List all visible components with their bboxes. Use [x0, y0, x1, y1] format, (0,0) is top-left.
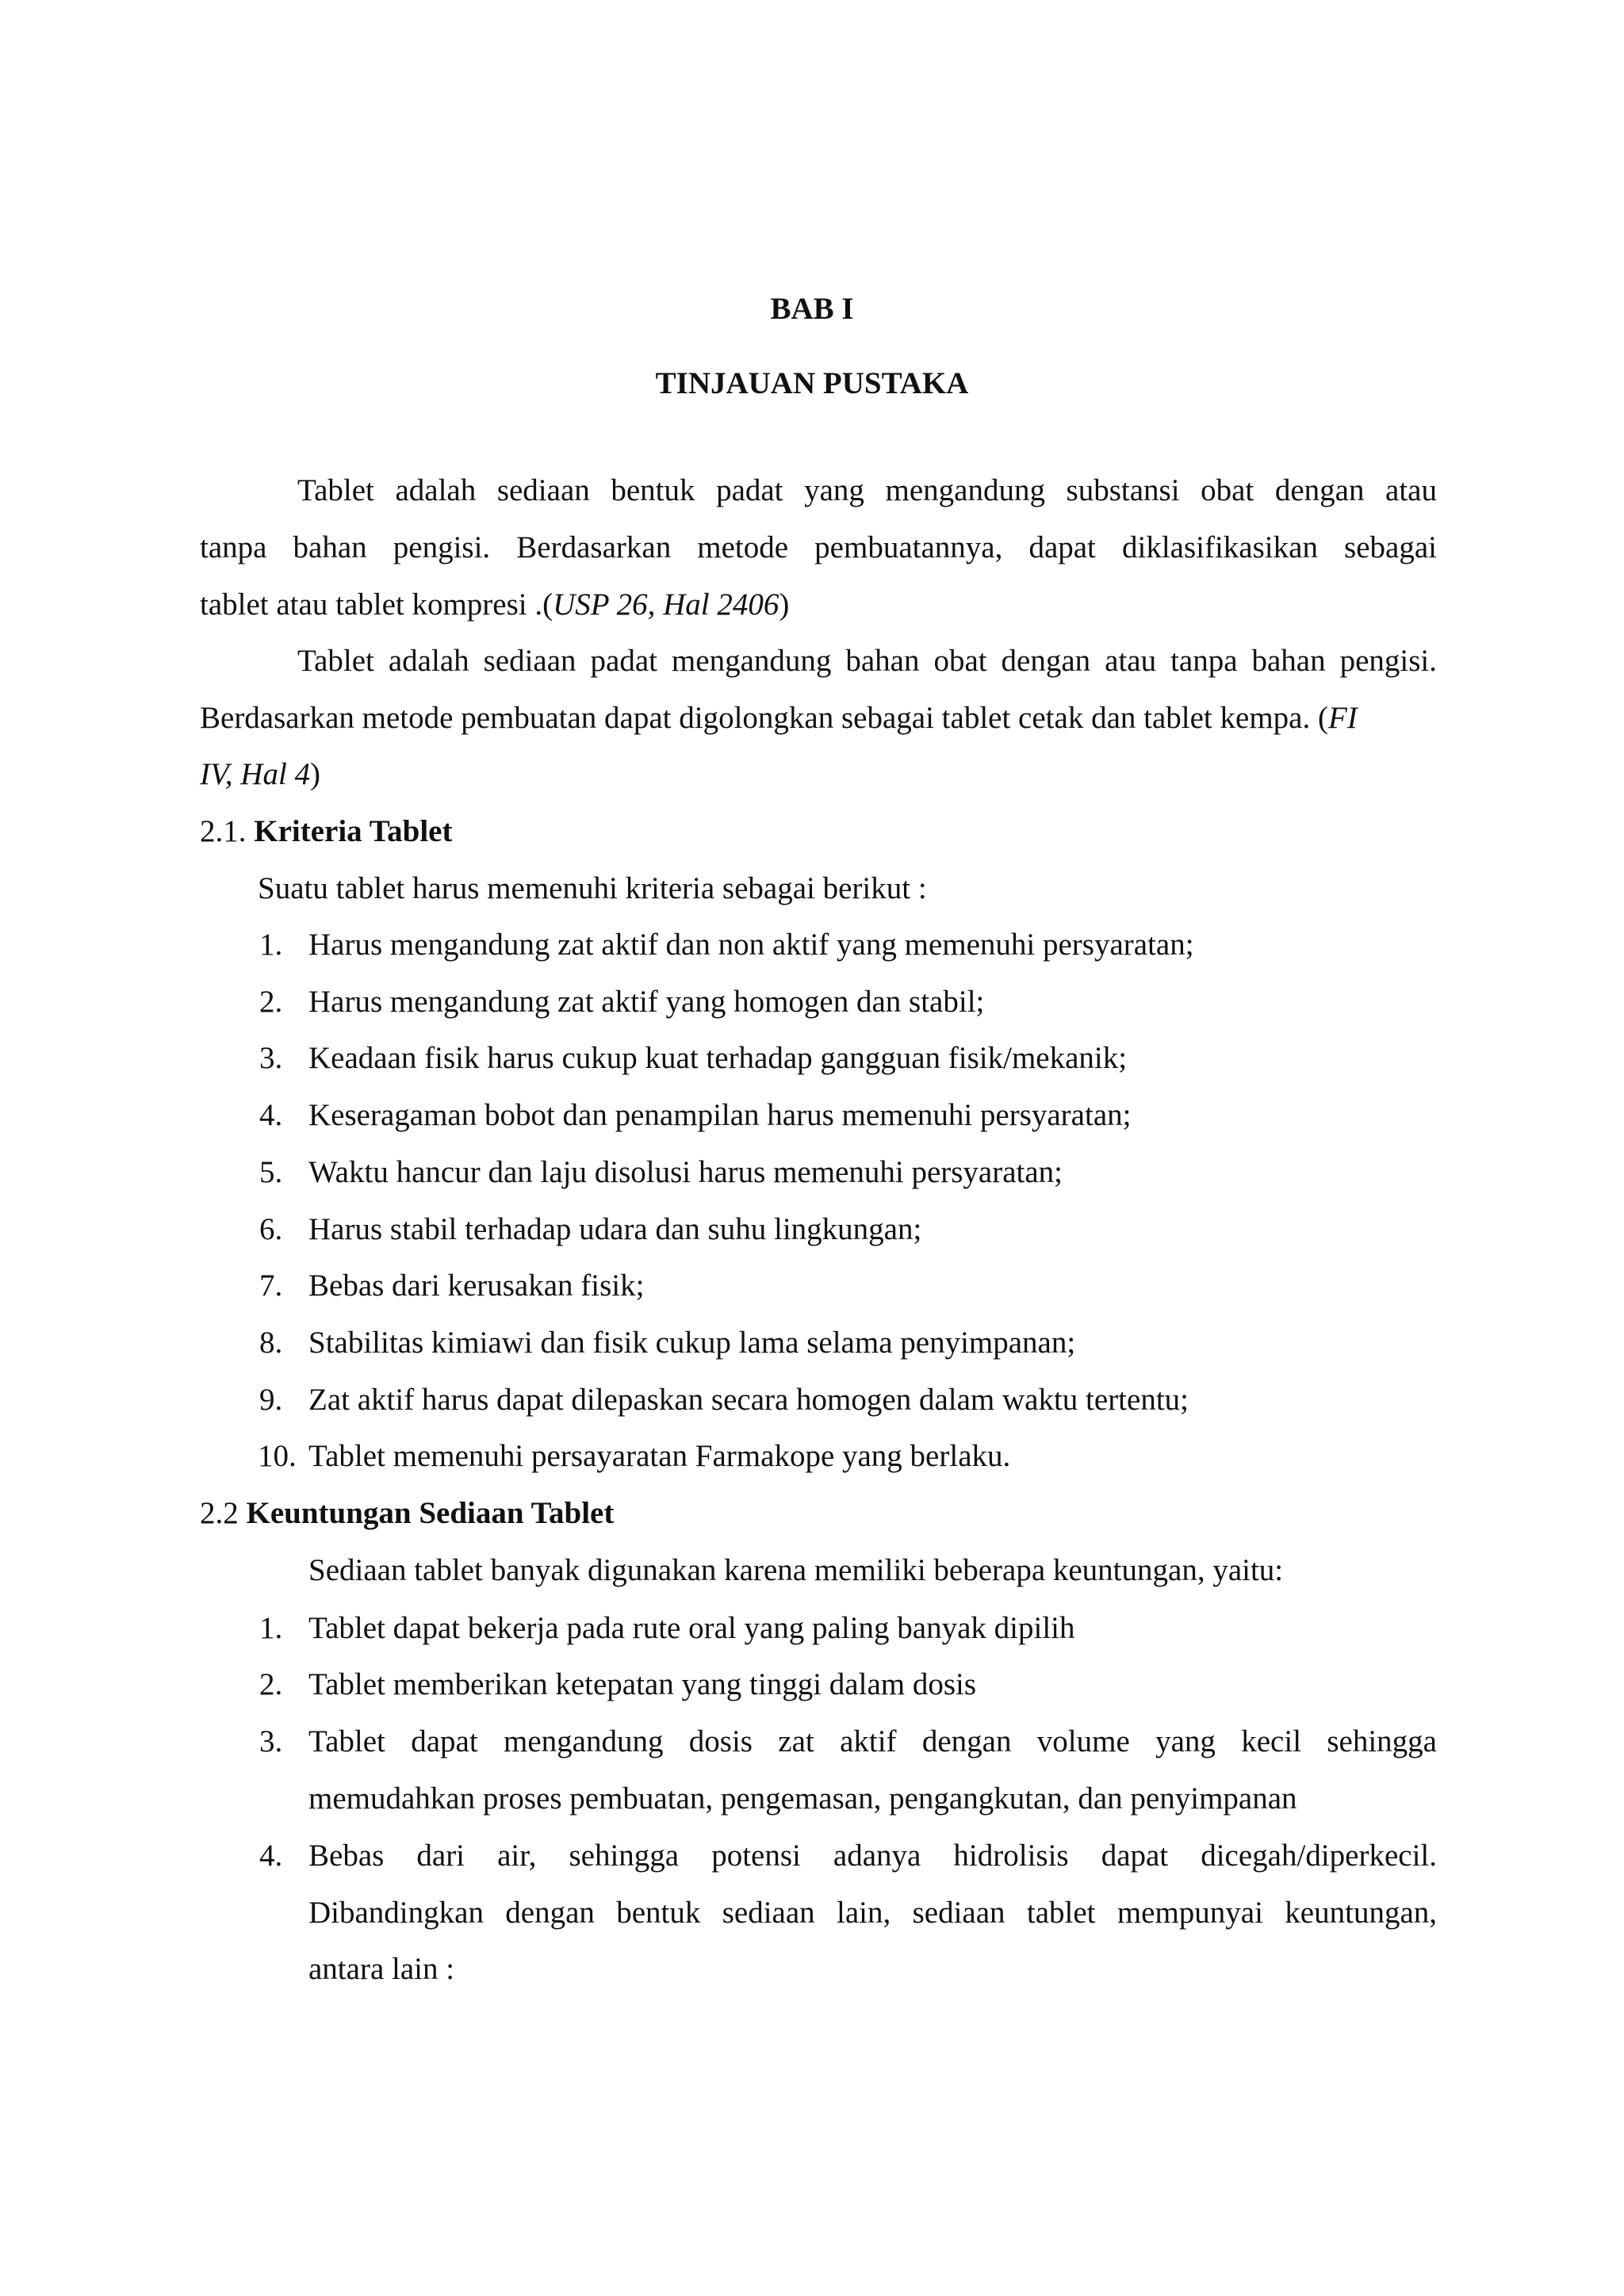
chapter-title: TINJAUAN PUSTAKA	[655, 366, 969, 400]
criteria-item-text: Harus mengandung zat aktif dan non aktif yang memenuhi persyaratan;	[308, 928, 1194, 962]
advantage-item-text: Tablet memberikan ketepatan yang tinggi dalam dosis	[308, 1667, 977, 1701]
criteria-item-text: Keadaan fisik harus cukup kuat terhadap gangguan fisik/mekanik;	[308, 1041, 1128, 1075]
section1-heading	[200, 813, 1437, 851]
criteria-item-number: 7.	[259, 1269, 283, 1303]
criteria-item-number: 8.	[259, 1326, 283, 1360]
para2-line2-text: Berdasarkan metode pembuatan dapat digolongkan sebagai tablet cetak dan tablet kempa. (	[200, 701, 1328, 735]
citation-fi: FI	[1327, 701, 1358, 735]
criteria-item-number: 4.	[259, 1098, 283, 1132]
advantage-item-text: antara lain :	[308, 1952, 455, 1986]
section1-intro: Suatu tablet harus memenuhi kriteria sebagai berikut :	[258, 871, 927, 905]
criteria-item-number: 1.	[259, 928, 283, 962]
criteria-item-text: Tablet memenuhi persayaratan Farmakope yang berlaku.	[308, 1439, 1011, 1473]
advantage-item-text: Dibandingkan dengan bentuk sediaan lain, sediaan tablet mempunyai keuntungan,	[308, 1896, 1437, 1930]
advantage-item-text: memudahkan proses pembuatan, pengemasan, pengangkutan, dan penyimpanan	[308, 1781, 1297, 1816]
para1-line3-end: )	[779, 587, 790, 622]
section1-number: 2.1.	[200, 814, 247, 848]
advantage-item-text: Bebas dari air, sehingga potensi adanya hidrolisis dapat dicegah/diperkecil.	[308, 1839, 1437, 1873]
citation-fi-cont: IV, Hal 4	[200, 757, 311, 791]
criteria-item-number: 2.	[259, 985, 283, 1019]
criteria-item-text: Stabilitas kimiawi dan fisik cukup lama selama penyimpanan;	[308, 1326, 1076, 1360]
criteria-item-number: 10.	[258, 1439, 297, 1473]
section1-title: Kriteria Tablet	[254, 814, 453, 848]
criteria-item-text: Waktu hancur dan laju disolusi harus memenuhi persyaratan;	[308, 1155, 1063, 1189]
criteria-item-text: Harus mengandung zat aktif yang homogen dan stabil;	[308, 985, 985, 1019]
citation-usp: USP 26, Hal 2406	[553, 587, 779, 622]
criteria-item-text: Zat aktif harus dapat dilepaskan secara homogen dalam waktu tertentu;	[308, 1383, 1189, 1417]
para1-line2: tanpa bahan pengisi. Berdasarkan metode pembuatannya, dapat diklasifikasikan sebagai	[200, 530, 1437, 564]
criteria-item-text: Harus stabil terhadap udara dan suhu lingkungan;	[308, 1212, 922, 1246]
section2-intro: Sediaan tablet banyak digunakan karena memiliki beberapa keuntungan, yaitu:	[308, 1553, 1284, 1587]
criteria-item-number: 5.	[259, 1155, 283, 1189]
criteria-item-text: Keseragaman bobot dan penampilan harus memenuhi persyaratan;	[308, 1098, 1132, 1132]
section2-title: Keuntungan Sediaan Tablet	[246, 1496, 615, 1530]
para1-line1: Tablet adalah sediaan bentuk padat yang mengandung substansi obat dengan atau	[297, 473, 1437, 507]
criteria-item-number: 9.	[259, 1383, 283, 1417]
para1-line3-text: tablet atau tablet kompresi .(	[200, 587, 553, 622]
criteria-item-number: 3.	[259, 1041, 283, 1075]
criteria-item-number: 6.	[259, 1212, 283, 1246]
advantage-item-text: Tablet dapat mengandung dosis zat aktif dengan volume yang kecil sehingga	[308, 1724, 1437, 1758]
para2-line3	[200, 756, 1437, 794]
para1-line3	[200, 586, 1437, 624]
section2-number: 2.2	[200, 1496, 239, 1530]
para2-line2	[200, 699, 1437, 737]
advantage-item-number: 3.	[259, 1724, 283, 1758]
para2-line3-end: )	[310, 757, 321, 791]
criteria-item-text: Bebas dari kerusakan fisik;	[308, 1269, 645, 1303]
advantage-item-text: Tablet dapat bekerja pada rute oral yang paling banyak dipilih	[308, 1611, 1075, 1645]
chapter-label: BAB I	[770, 292, 854, 326]
section2-heading	[200, 1494, 1437, 1533]
advantage-item-number: 1.	[259, 1611, 283, 1645]
advantage-item-number: 4.	[259, 1839, 283, 1873]
para2-line1: Tablet adalah sediaan padat mengandung bahan obat dengan atau tanpa bahan pengisi.	[297, 644, 1437, 678]
advantage-item-number: 2.	[259, 1667, 283, 1701]
